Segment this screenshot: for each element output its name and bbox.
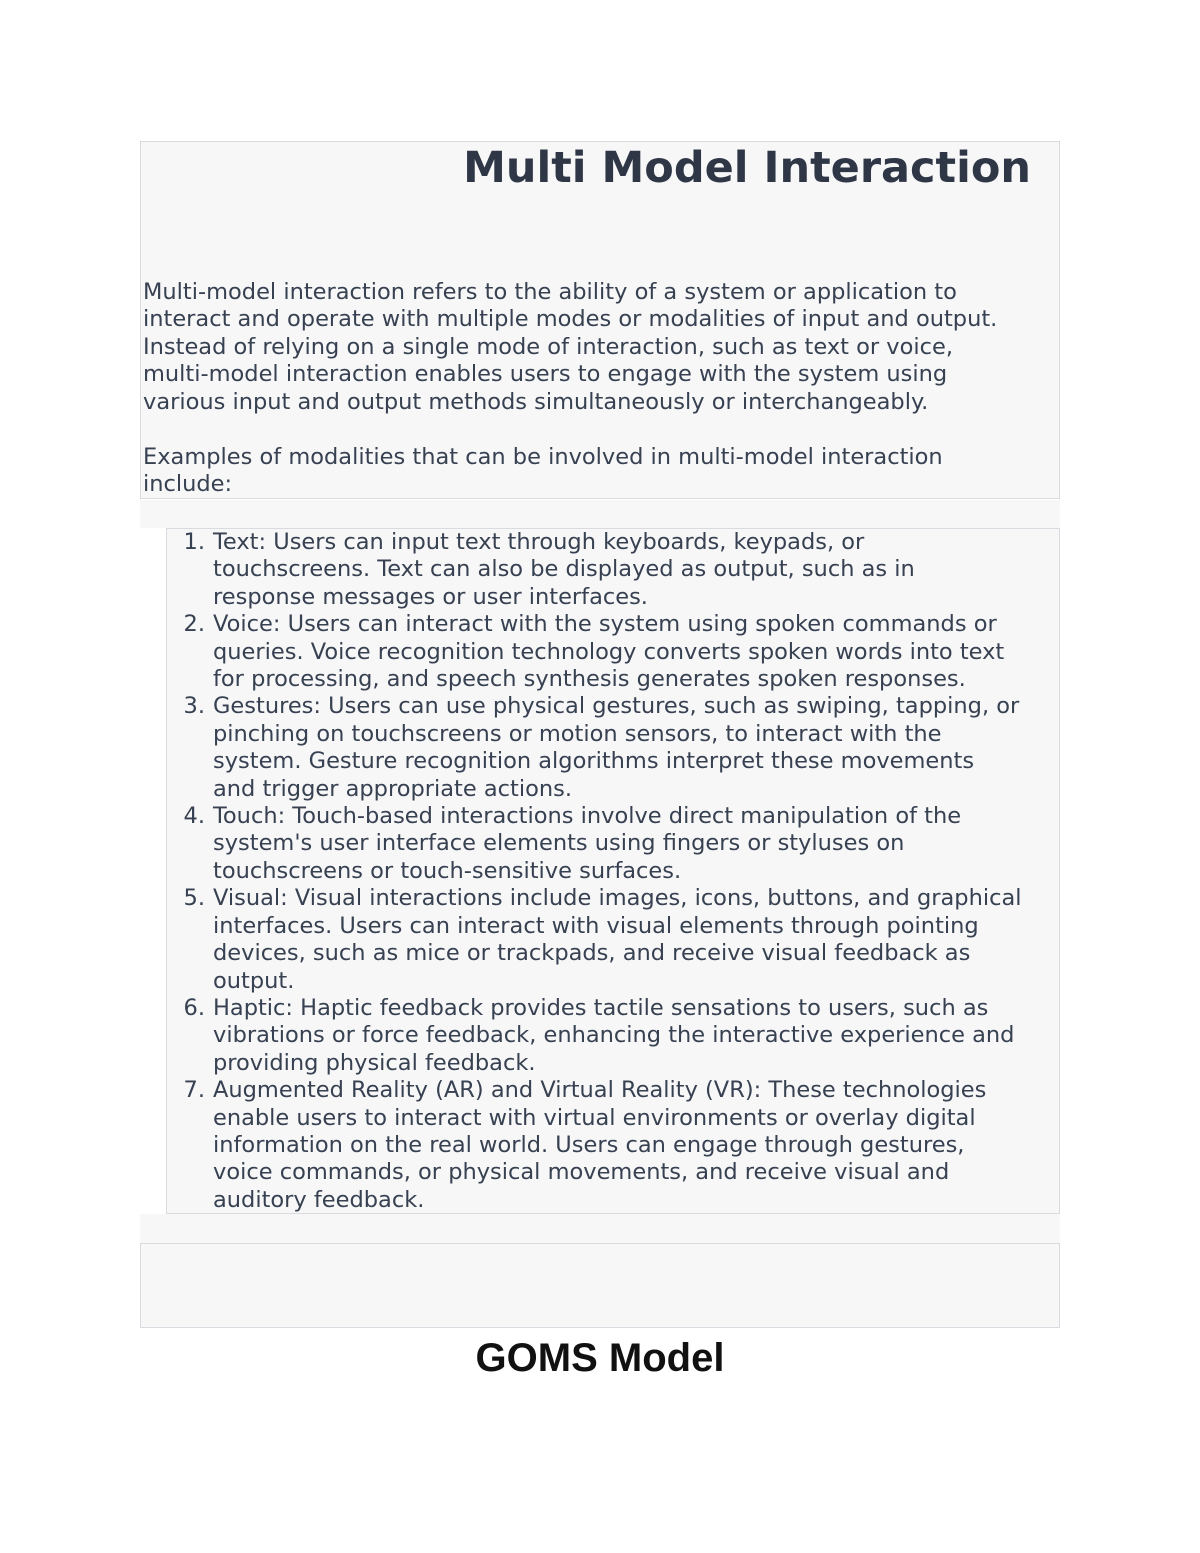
list-line: Augmented Reality (AR) and Virtual Reality (VR): These technologies bbox=[213, 1077, 987, 1104]
list-line: for processing, and speech synthesis generates spoken responses. bbox=[213, 666, 966, 693]
list-line: Gestures: Users can use physical gestures, such as swiping, tapping, or bbox=[213, 693, 1020, 720]
list-line: vibrations or force feedback, enhancing the interactive experience and bbox=[213, 1022, 1015, 1049]
list-line: system's user interface elements using fingers or styluses on bbox=[213, 830, 905, 857]
list-item bbox=[167, 693, 1060, 803]
list-line: devices, such as mice or trackpads, and receive visual feedback as bbox=[213, 940, 971, 967]
list-line: Visual: Visual interactions include images, icons, buttons, and graphical bbox=[213, 885, 1022, 912]
list-line: and trigger appropriate actions. bbox=[213, 775, 573, 802]
intro-section bbox=[140, 141, 1060, 499]
list-line: enable users to interact with virtual environments or overlay digital bbox=[213, 1104, 976, 1131]
list-item bbox=[167, 803, 1060, 885]
intro-line: multi-model interaction enables users to engage with the system using bbox=[143, 361, 948, 388]
list-line: response messages or user interfaces. bbox=[213, 583, 648, 610]
list-line: touchscreens or touch-sensitive surfaces. bbox=[213, 857, 682, 884]
empty-content-box bbox=[140, 1243, 1060, 1328]
modalities-list bbox=[167, 529, 1060, 1214]
list-line: Text: Users can input text through keyboards, keypads, or bbox=[213, 529, 865, 555]
list-line: auditory feedback. bbox=[213, 1186, 425, 1213]
list-line: voice commands, or physical movements, and receive visual and bbox=[213, 1159, 950, 1186]
list-number: 3. bbox=[183, 693, 205, 720]
list-line: Haptic: Haptic feedback provides tactile sensations to users, such as bbox=[213, 994, 989, 1021]
list-line: system. Gesture recognition algorithms interpret these movements bbox=[213, 748, 975, 775]
list-line: Voice: Users can interact with the system using spoken commands or bbox=[213, 611, 997, 638]
list-number: 1. bbox=[183, 529, 205, 555]
intro-line: Multi-model interaction refers to the ability of a system or application to bbox=[143, 279, 957, 305]
list-number: 7. bbox=[183, 1077, 205, 1104]
list-number: 2. bbox=[183, 611, 205, 638]
examples-intro-paragraph bbox=[143, 444, 1048, 499]
list-line: queries. Voice recognition technology converts spoken words into text bbox=[213, 638, 1005, 665]
list-item bbox=[167, 611, 1060, 693]
section-spacer bbox=[140, 1214, 1060, 1243]
section-spacer bbox=[140, 500, 1060, 528]
list-line: pinching on touchscreens or motion sensors, to interact with the bbox=[213, 720, 942, 747]
list-item bbox=[167, 1077, 1060, 1214]
examples-line: include: bbox=[143, 471, 233, 498]
examples-line: Examples of modalities that can be involved in multi-model interaction bbox=[143, 444, 943, 470]
intro-line: Instead of relying on a single mode of interaction, such as text or voice, bbox=[143, 333, 953, 360]
page-title: Multi Model Interaction bbox=[463, 143, 1031, 193]
list-item bbox=[167, 995, 1060, 1077]
intro-line: interact and operate with multiple modes or modalities of input and output. bbox=[143, 306, 998, 333]
next-section-heading: GOMS Model bbox=[475, 1336, 725, 1380]
list-number: 4. bbox=[183, 803, 205, 830]
list-item bbox=[167, 885, 1060, 995]
list-line: output. bbox=[213, 967, 295, 994]
intro-line: various input and output methods simultaneously or interchangeably. bbox=[143, 388, 929, 415]
list-number: 5. bbox=[183, 885, 205, 912]
modalities-list-section bbox=[166, 528, 1060, 1214]
intro-paragraph bbox=[143, 279, 1048, 416]
list-line: providing physical feedback. bbox=[213, 1049, 536, 1076]
list-line: touchscreens. Text can also be displayed as output, such as in bbox=[213, 556, 915, 583]
list-number: 6. bbox=[183, 994, 205, 1021]
list-line: interfaces. Users can interact with visual elements through pointing bbox=[213, 912, 979, 939]
list-line: Touch: Touch-based interactions involve direct manipulation of the bbox=[213, 803, 962, 830]
list-item bbox=[167, 529, 1060, 611]
list-line: information on the real world. Users can engage through gestures, bbox=[213, 1131, 965, 1158]
